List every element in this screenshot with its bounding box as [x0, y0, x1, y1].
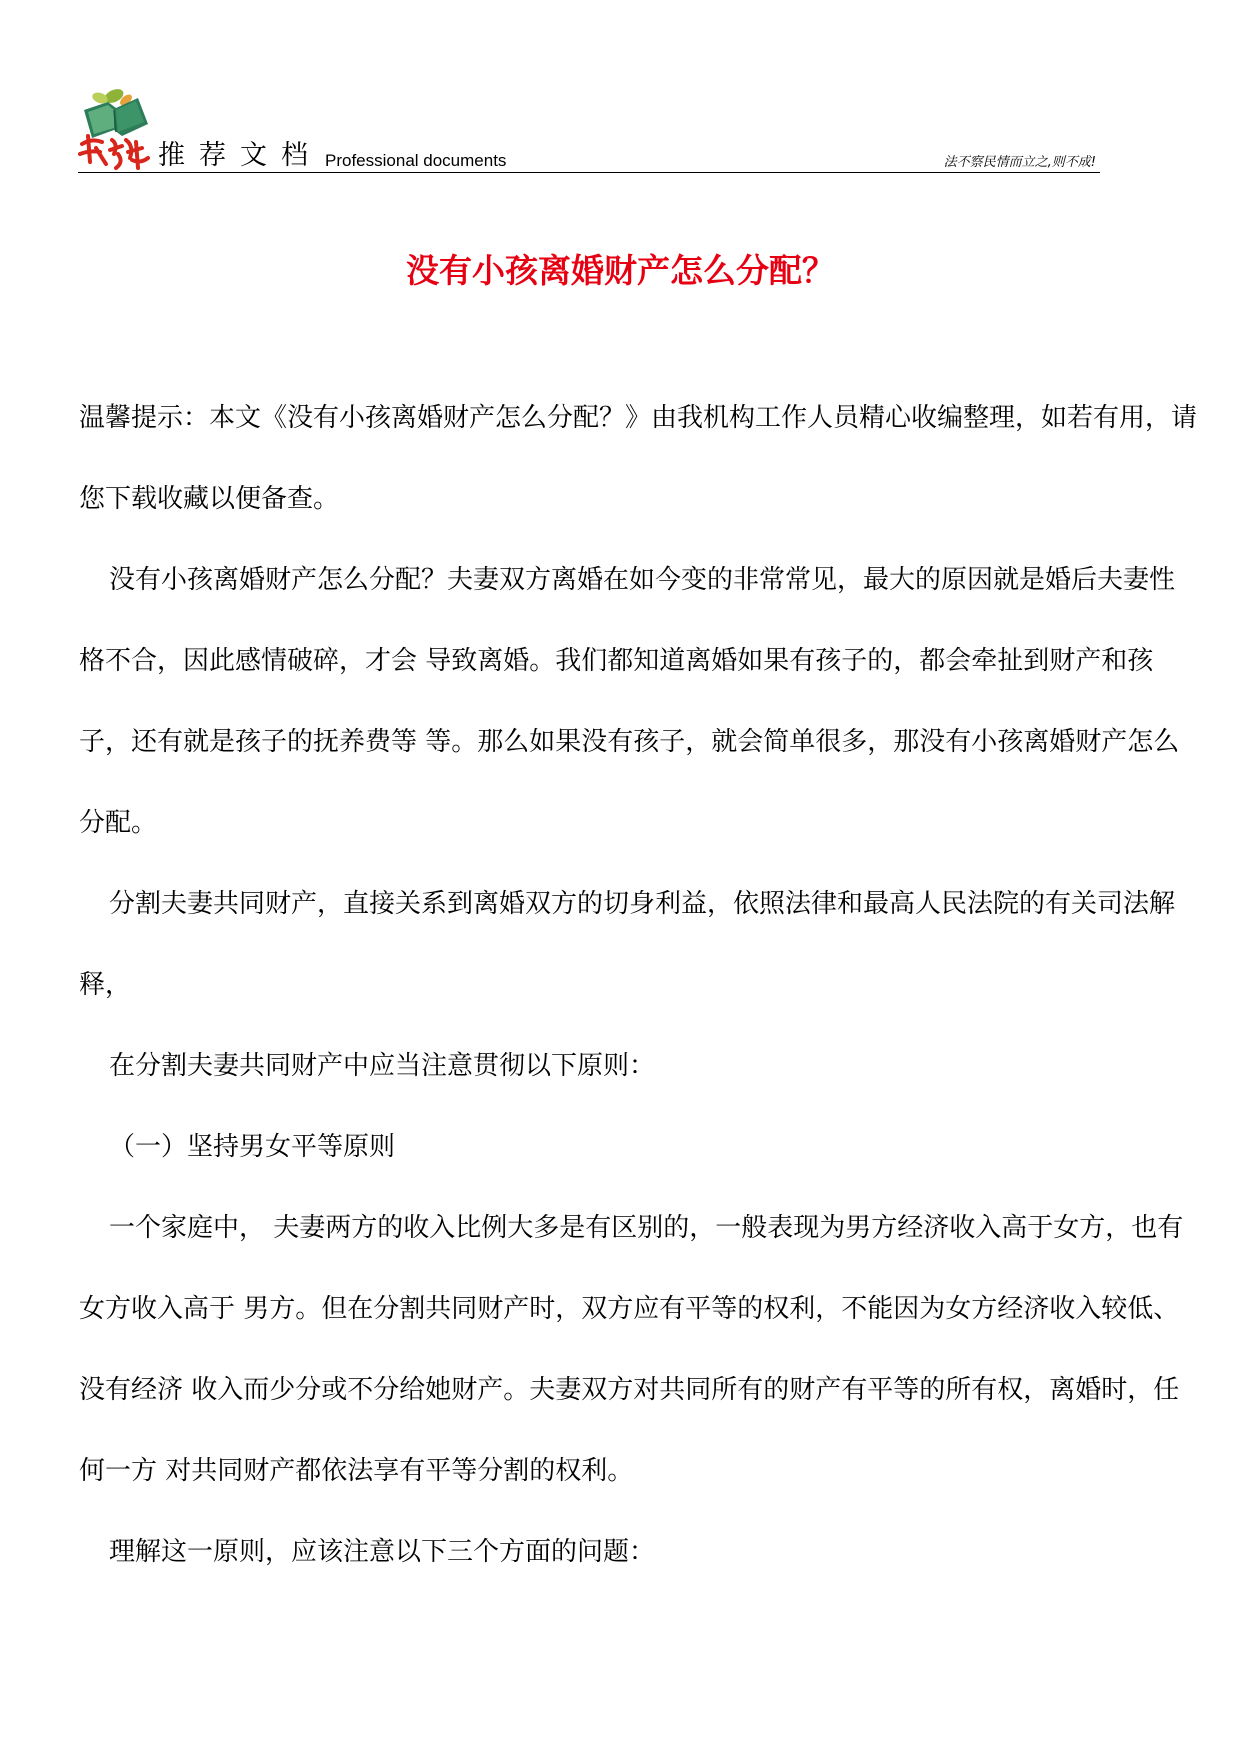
header-title: 推荐文档 — [158, 140, 322, 171]
document-body — [79, 378, 1199, 1593]
body-paragraph: 一个家庭中， 夫妻两方的收入比例大多是有区别的，一般表现为男方经济收入高于女方，也有女方收入高于 男方。但在分割共同财产时，双方应有平等的权利，不能因为女方经济收入较低、没有经济 收入而少分或不分给她财产。夫妻双方对共同所有的财产有平等的所有权，离婚时，任何一方 对共同财产都依法享有平等分割的权利。 — [79, 1213, 1184, 1486]
knowledge-book-logo-icon — [78, 88, 158, 174]
section-heading: （一）坚持男女平等原则 — [109, 1132, 396, 1162]
body-paragraph: 没有小孩离婚财产怎么分配？夫妻双方离婚在如今变的非常常见，最大的原因就是婚后夫妻性格不合，因此感情破碎，才会 导致离婚。我们都知道离婚如果有孩子的，都会牵扯到财产和孩子，还有就是孩子的抚养费等 等。那么如果没有孩子，就会简单很多，那没有小孩离婚财产怎么分配。 — [79, 565, 1180, 838]
body-paragraph: 理解这一原则，应该注意以下三个方面的问题： — [109, 1537, 656, 1567]
body-paragraph: 分割夫妻共同财产，直接关系到离婚双方的切身利益，依照法律和最高人民法院的有关司法解 释， — [79, 889, 1176, 1000]
intro-paragraph: 温馨提示：本文《没有小孩离婚财产怎么分配？》由我机构工作人员精心收编整理，如若有用，请您下载收藏以便备查。 — [79, 403, 1198, 514]
page-header — [78, 88, 1100, 174]
header-subtitle: Professional documents — [325, 151, 507, 170]
body-paragraph: 在分割夫妻共同财产中应当注意贯彻以下原则： — [109, 1051, 656, 1081]
document-title: 没有小孩离婚财产怎么分配？ — [406, 251, 835, 290]
header-motto: 法不察民情而立之,则不成! — [943, 155, 1096, 170]
header-divider — [78, 172, 1100, 173]
